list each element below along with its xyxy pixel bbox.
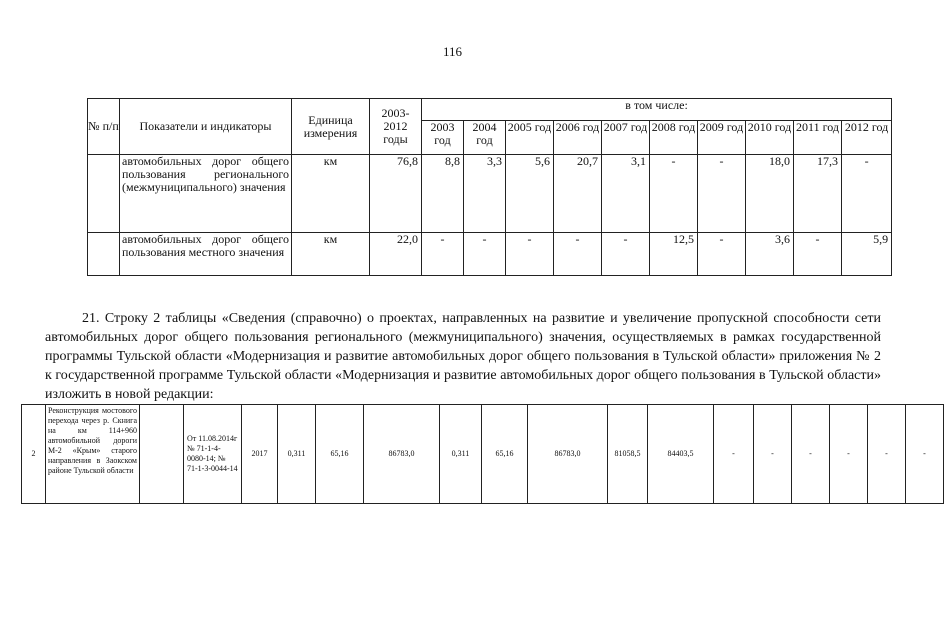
- row-value: -: [698, 233, 746, 276]
- row-value: 5,9: [842, 233, 892, 276]
- project-cell: 84403,5: [648, 405, 714, 504]
- row-value: -: [650, 155, 698, 233]
- header-indicators: Показатели и индикаторы: [120, 99, 292, 155]
- row-value: 12,5: [650, 233, 698, 276]
- row-name: автомобильных дорог общего пользования регионального (межмуниципального) значения: [120, 155, 292, 233]
- header-year: 2005 год: [506, 121, 554, 155]
- project-cell: 65,16: [482, 405, 528, 504]
- project-cell: -: [830, 405, 868, 504]
- row-total: 76,8: [370, 155, 422, 233]
- projects-table: [21, 404, 944, 504]
- project-cell: -: [792, 405, 830, 504]
- project-cell: 86783,0: [528, 405, 608, 504]
- project-cell: -: [714, 405, 754, 504]
- header-year: 2008 год: [650, 121, 698, 155]
- project-name: Реконструкция мостового перехода через р. Скнига на км 114+960 автомобильной дороги М-2 «Крым» старого направления в Заокском районе Тульской области: [46, 405, 140, 504]
- header-year: 2011 год: [794, 121, 842, 155]
- header-year: 2009 год: [698, 121, 746, 155]
- row-value: 17,3: [794, 155, 842, 233]
- row-value: -: [842, 155, 892, 233]
- row-value: -: [794, 233, 842, 276]
- row-num: [88, 155, 120, 233]
- header-year: 2006 год: [554, 121, 602, 155]
- row-value: 18,0: [746, 155, 794, 233]
- row-value: -: [602, 233, 650, 276]
- amendment-paragraph: 21. Строку 2 таблицы «Сведения (справочно) о проектах, направленных на развитие и увеличение пропускной способности сети автомобильных дорог общего пользования регионального (межмуниципального) значения, осуществляемых в рамках государственной программы Тульской области «Модернизация и развитие автомобильных дорог общего пользования в Тульской области» приложения № 2 к государственной программе Тульской области «Модернизация и развитие автомобильных дорог общего пользования в Тульской области» изложить в новой редакции:: [45, 311, 881, 402]
- row-unit: км: [292, 155, 370, 233]
- row-value: 8,8: [422, 155, 464, 233]
- project-cell: 81058,5: [608, 405, 648, 504]
- row-value: -: [554, 233, 602, 276]
- table-row: [22, 405, 944, 504]
- table-row: [88, 233, 892, 276]
- project-cell: 65,16: [316, 405, 364, 504]
- row-value: -: [422, 233, 464, 276]
- row-value: 3,3: [464, 155, 506, 233]
- row-value: 3,1: [602, 155, 650, 233]
- row-value: -: [464, 233, 506, 276]
- row-name: автомобильных дорог общего пользования местного значения: [120, 233, 292, 276]
- row-value: -: [698, 155, 746, 233]
- project-cell: 2017: [242, 405, 278, 504]
- project-cell: -: [868, 405, 906, 504]
- project-cell: 0,311: [440, 405, 482, 504]
- project-cell: -: [906, 405, 944, 504]
- row-value: -: [506, 233, 554, 276]
- header-unit: Единица измерения: [292, 99, 370, 155]
- header-year: 2010 год: [746, 121, 794, 155]
- row-total: 22,0: [370, 233, 422, 276]
- header-year: 2004 год: [464, 121, 506, 155]
- indicators-table: [87, 98, 892, 276]
- project-cell: 0,311: [278, 405, 316, 504]
- header-year: 2007 год: [602, 121, 650, 155]
- page-number: 116: [442, 44, 463, 59]
- row-num: [88, 233, 120, 276]
- header-num: № п/п: [88, 99, 120, 155]
- project-empty-cell: [140, 405, 184, 504]
- row-unit: км: [292, 233, 370, 276]
- table-row: [88, 155, 892, 233]
- header-year: 2012 год: [842, 121, 892, 155]
- row-value: 20,7: [554, 155, 602, 233]
- header-period: 2003-2012 годы: [370, 99, 422, 155]
- project-documents: От 11.08.2014г № 71-1-4-0080-14; № 71-1-3-0044-14: [184, 405, 242, 504]
- project-cell: -: [754, 405, 792, 504]
- header-year: 2003 год: [422, 121, 464, 155]
- header-including: в том числе:: [422, 99, 892, 121]
- project-num: 2: [22, 405, 46, 504]
- row-value: 3,6: [746, 233, 794, 276]
- row-value: 5,6: [506, 155, 554, 233]
- project-cell: 86783,0: [364, 405, 440, 504]
